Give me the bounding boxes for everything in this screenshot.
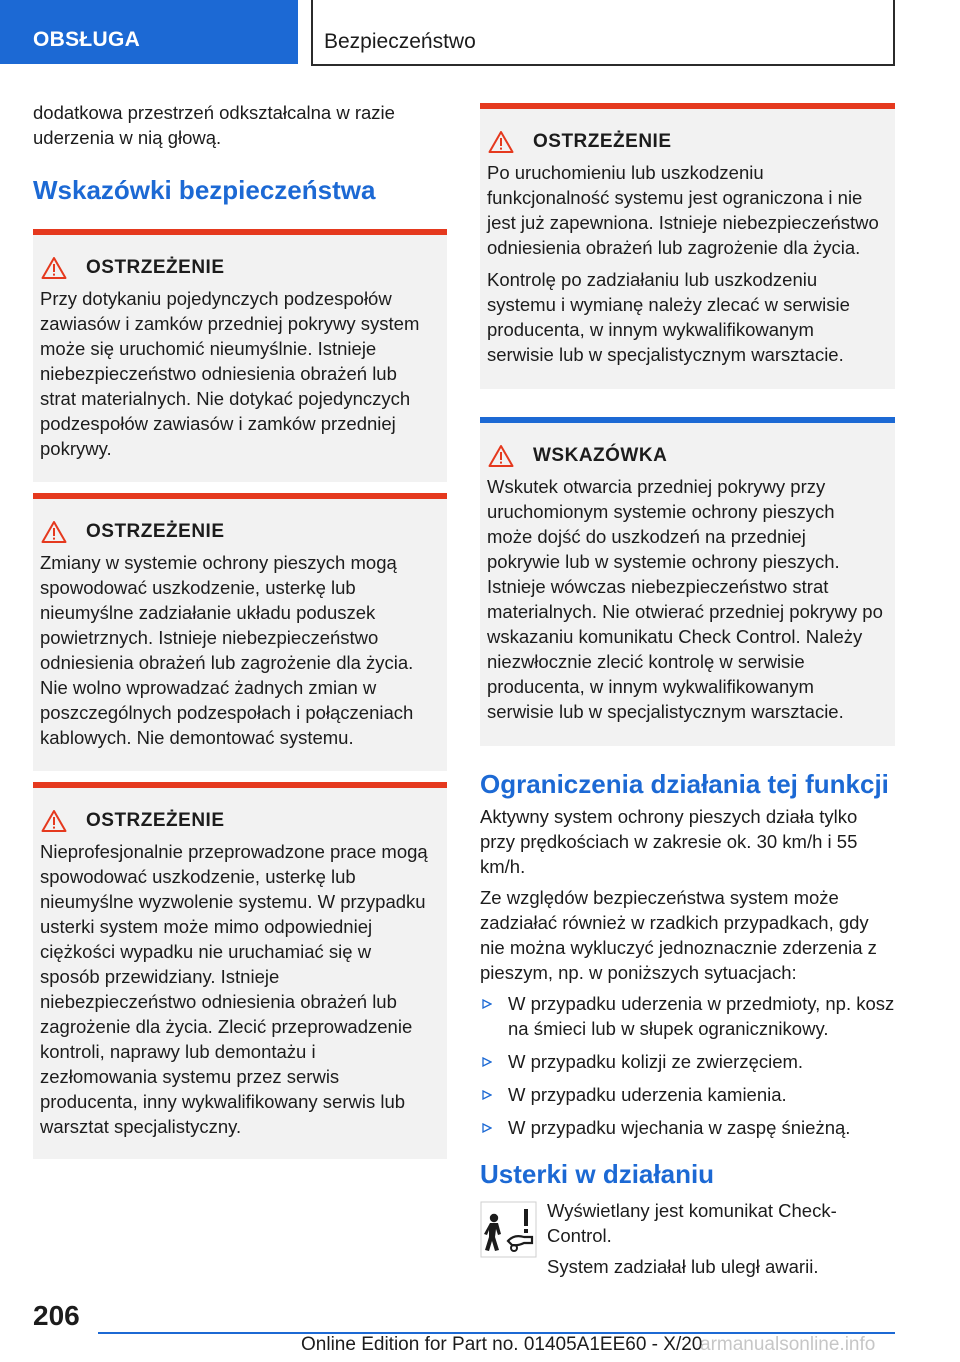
warning-box bbox=[480, 103, 895, 389]
warning-triangle-icon bbox=[41, 520, 67, 544]
left-column bbox=[33, 100, 447, 1159]
right-column bbox=[480, 103, 895, 1285]
fault-text: Wyświetlany jest komunikat Check-Control. bbox=[547, 1200, 837, 1246]
bullet-arrow-icon bbox=[480, 1049, 508, 1074]
watermark: armanualsonline.info bbox=[700, 1334, 876, 1355]
list-item-text: W przypadku uderzenia w przedmioty, np. kosz na śmieci lub w słupek ogranicznikowy. bbox=[508, 993, 895, 1039]
list-item-text: W przypadku kolizji ze zwierzęciem. bbox=[508, 1051, 804, 1072]
note-label: WSKAZÓWKA bbox=[533, 445, 668, 466]
note-box bbox=[480, 417, 895, 746]
warning-triangle-icon bbox=[41, 809, 67, 833]
warning-box bbox=[33, 493, 447, 771]
limits-text: Ze względów bezpieczeństwa system może zadziałać również w rzadkich przypadkach, gdy nie można wykluczyć jednoznacznie zderzenia z pieszym, np. w poniższych sytuacjach: bbox=[480, 887, 877, 983]
fault-message bbox=[480, 1198, 895, 1285]
warning-label: OSTRZEŻENIE bbox=[533, 131, 672, 152]
header-underline bbox=[311, 64, 895, 66]
fault-text: System zadziałał lub uległ awarii. bbox=[547, 1256, 819, 1277]
list-item bbox=[480, 1049, 895, 1074]
list-item bbox=[480, 1115, 895, 1140]
bullet-arrow-icon bbox=[480, 1115, 508, 1140]
header-divider-right bbox=[893, 0, 895, 66]
section-heading-limits: Ograniczenia działania tej funkcji bbox=[480, 769, 889, 799]
warning-label: OSTRZEŻENIE bbox=[86, 810, 225, 831]
warning-label: OSTRZEŻENIE bbox=[86, 257, 225, 278]
list-item-text: W przypadku uderzenia kamienia. bbox=[508, 1084, 787, 1105]
warning-box bbox=[33, 229, 447, 482]
limits-text: Aktywny system ochrony pieszych działa tylko przy prędkościach w zakresie ok. 30 km/h i 55 km/h. bbox=[480, 806, 858, 877]
intro-text: dodatkowa przestrzeń odkształcalna w razie uderzenia w nią głową. bbox=[33, 102, 395, 148]
fault-text-block bbox=[547, 1198, 895, 1285]
list-item-text: W przypadku wjechania w zaspę śnieżną. bbox=[508, 1117, 851, 1138]
warning-text: Zmiany w systemie ochrony pieszych mogą spowodować uszkodzenie, usterkę lub nieumyślne zadziałanie układu poduszek powietrznych. Istnieje niebezpieczeństwo odniesienia obrażeń lub zagrożenie dla życia. Nie wolno wprowadzać żadnych zmian w poszczególnych podzespołach i połączeniach kablowych. Nie demontować systemu. bbox=[40, 552, 414, 748]
pedestrian-protection-warning-icon bbox=[480, 1201, 537, 1258]
warning-triangle-icon bbox=[488, 130, 514, 154]
list-item bbox=[480, 1082, 895, 1107]
warning-triangle-icon bbox=[41, 256, 67, 280]
situation-list bbox=[480, 991, 895, 1140]
warning-text: Kontrolę po zadziałaniu lub uszkodzeniu systemu i wymianę należy zlecać w serwisie producenta, w innym wykwalifikowanym serwisie lub w specjalistycznym warsztacie. bbox=[487, 269, 850, 365]
warning-text: Po uruchomieniu lub uszkodzeniu funkcjonalność systemu jest ograniczona i nie jest już zapewniona. Istnieje niebezpieczeństwo odniesienia obrażeń lub zagrożenie dla życia. bbox=[487, 162, 879, 258]
header-divider bbox=[311, 0, 313, 66]
list-item bbox=[480, 991, 895, 1041]
section-heading-faults: Usterki w działaniu bbox=[480, 1159, 715, 1189]
page-number: 206 bbox=[33, 1300, 80, 1331]
notice-triangle-icon bbox=[488, 444, 514, 468]
section-tab: OBSŁUGA bbox=[0, 0, 298, 64]
warning-text: Nieprofesjonalnie przeprowadzone prace mogą spowodować uszkodzenie, usterkę lub nieumyślne wyzwolenie systemu. W przypadku usterki system może mimo odpowiedniej ciężkości wypadku nie uruchamiać się w sposób przewidziany. Istnieje niebezpieczeństwo odniesienia obrażeń lub zagrożenie dla życia. Zlecić przeprowadzenie kontroli, naprawy lub demontażu i zezłomowania systemu przez serwis producenta, inny wykwalifikowany serwis lub warsztat specjalistyczny. bbox=[40, 841, 428, 1137]
warning-label: OSTRZEŻENIE bbox=[86, 521, 225, 542]
footer-edition: Online Edition for Part no. 01405A1EE60 - X/20 bbox=[301, 1334, 703, 1355]
note-text: Wskutek otwarcia przedniej pokrywy przy uruchomionym systemie ochrony pieszych może dojść do uszkodzeń na przedniej pokrywie lub w systemie ochrony pieszych. Istnieje wówczas niebezpieczeństwo strat materialnych. Nie otwierać przedniej pokrywy po wskazaniu komunikatu Check Control. Należy niezwłocznie zlecić kontrolę w serwisie producenta, w innym wykwalifikowanym serwisie lub w specjalistycznym warsztacie. bbox=[487, 476, 883, 722]
bullet-arrow-icon bbox=[480, 991, 508, 1041]
section-heading-safety: Wskazówki bezpieczeństwa bbox=[33, 175, 376, 205]
page-title: Bezpieczeństwo bbox=[324, 30, 476, 53]
bullet-arrow-icon bbox=[480, 1082, 508, 1107]
warning-text: Przy dotykaniu pojedynczych podzespołów zawiasów i zamków przedniej pokrywy system może się uruchomić nieumyślnie. Istnieje niebezpieczeństwo odniesienia obrażeń lub strat materialnych. Nie dotykać pojedynczych podzespołów zawiasów i zamków przedniej pokrywy. bbox=[40, 288, 420, 459]
warning-box bbox=[33, 782, 447, 1159]
